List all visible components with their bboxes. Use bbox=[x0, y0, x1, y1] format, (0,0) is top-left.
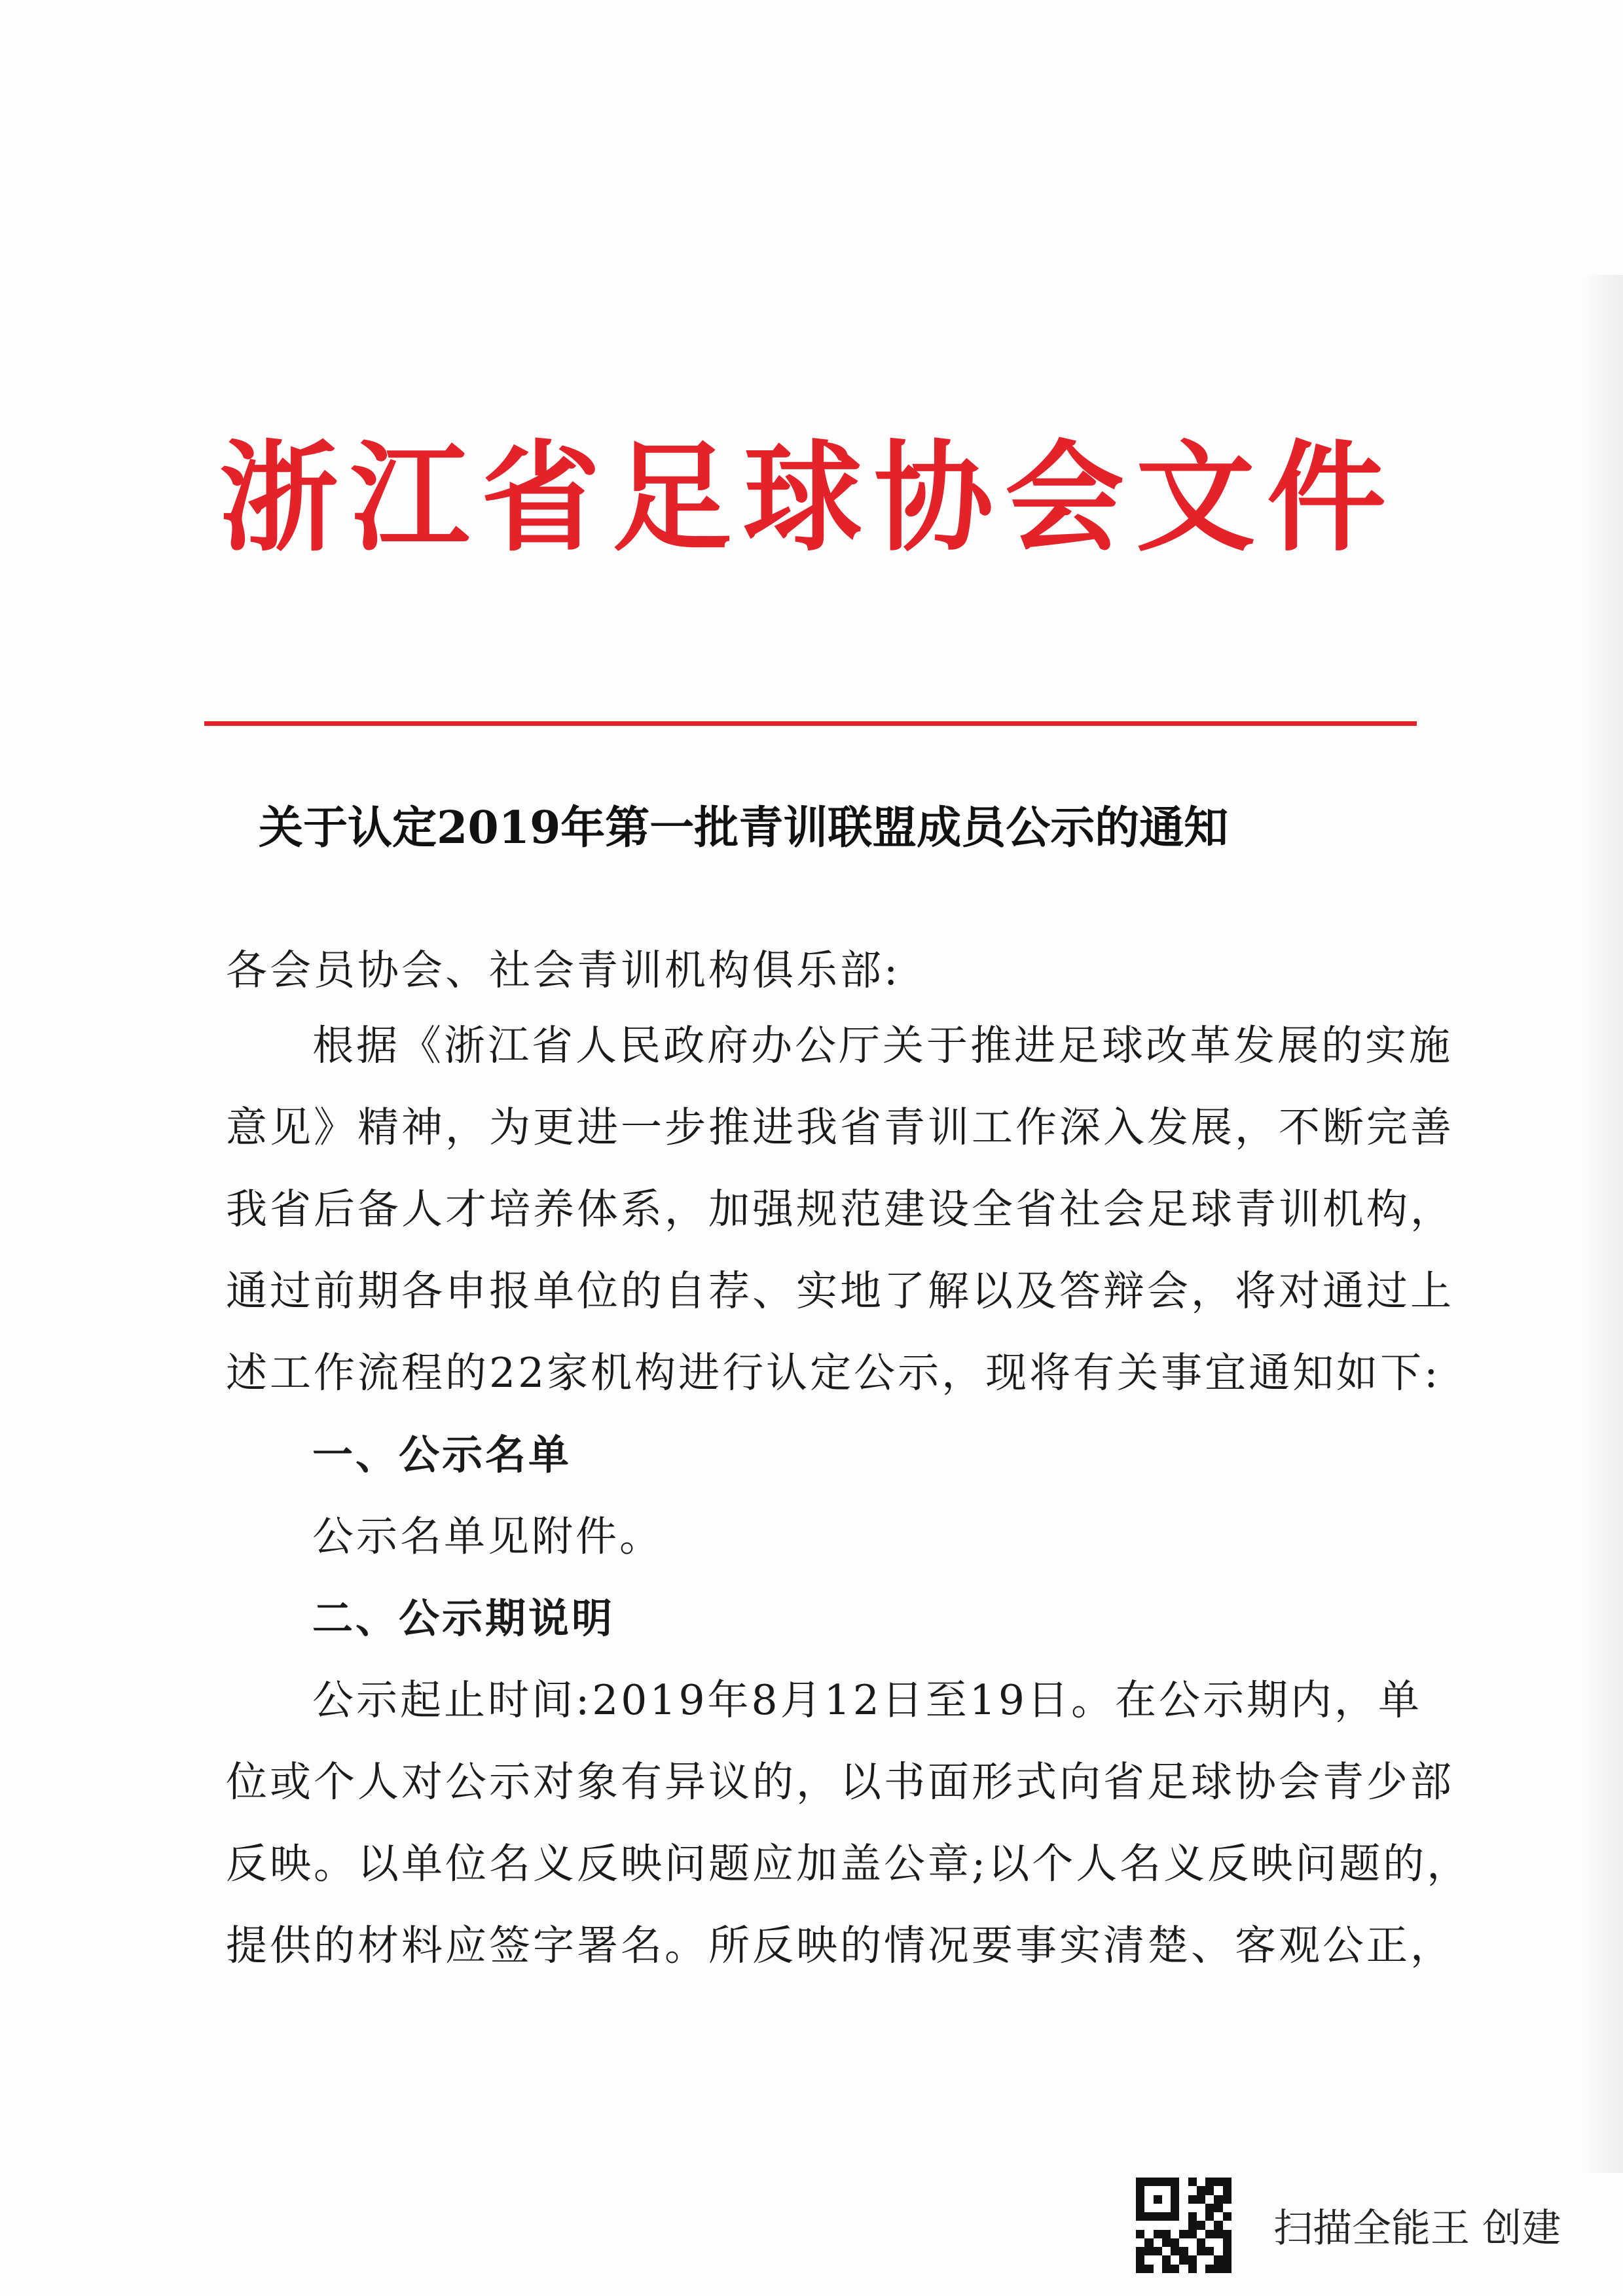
paragraph-line: 意见》精神，为更进一步推进我省青训工作深入发展，不断完善 bbox=[226, 1103, 1454, 1151]
scan-edge-shadow bbox=[1584, 275, 1623, 2173]
salutation-block bbox=[226, 929, 1419, 1011]
qr-code-icon bbox=[1136, 2178, 1231, 2273]
document-header-title: 浙江省足球协会文件 bbox=[219, 427, 1398, 567]
paragraph-line: 反映。以单位名义反映问题应加盖公章;以个人名义反映问题的， bbox=[226, 1840, 1471, 1888]
scanner-label: 扫描全能王 创建 bbox=[1273, 2206, 1561, 2251]
paragraph-line: 述工作流程的22家机构进行认定公示，现将有关事宜通知如下: bbox=[226, 1349, 1441, 1397]
paragraph-line: 根据《浙江省人民政府办公厅关于推进足球改革发展的实施 bbox=[312, 1022, 1453, 1069]
red-divider-line bbox=[204, 721, 1417, 726]
section-heading-period: 二、公示期说明 bbox=[312, 1594, 615, 1642]
section-heading-list: 一、公示名单 bbox=[312, 1431, 572, 1479]
section-text-list: 公示名单见附件。 bbox=[312, 1513, 663, 1560]
paragraph-line: 提供的材料应签字署名。所反映的情况要事实清楚、客观公正， bbox=[226, 1922, 1454, 1969]
salutation: 各会员协会、社会青训机构俱乐部: bbox=[226, 946, 901, 994]
paragraph-line: 位或个人对公示对象有异议的，以书面形式向省足球协会青少部 bbox=[226, 1758, 1454, 1806]
scanner-watermark bbox=[1136, 2176, 1561, 2274]
paragraph-line: 我省后备人才培养体系，加强规范建设全省社会足球青训机构， bbox=[226, 1185, 1454, 1233]
paragraph-line: 通过前期各申报单位的自荐、实地了解以及答辩会，将对通过上 bbox=[226, 1267, 1454, 1315]
paragraph-line: 公示起止时间:2019年8月12日至19日。在公示期内，单 bbox=[312, 1676, 1422, 1724]
notice-title: 关于认定2019年第一批青训联盟成员公示的通知 bbox=[259, 802, 1229, 854]
notice-body bbox=[226, 1005, 1471, 1986]
